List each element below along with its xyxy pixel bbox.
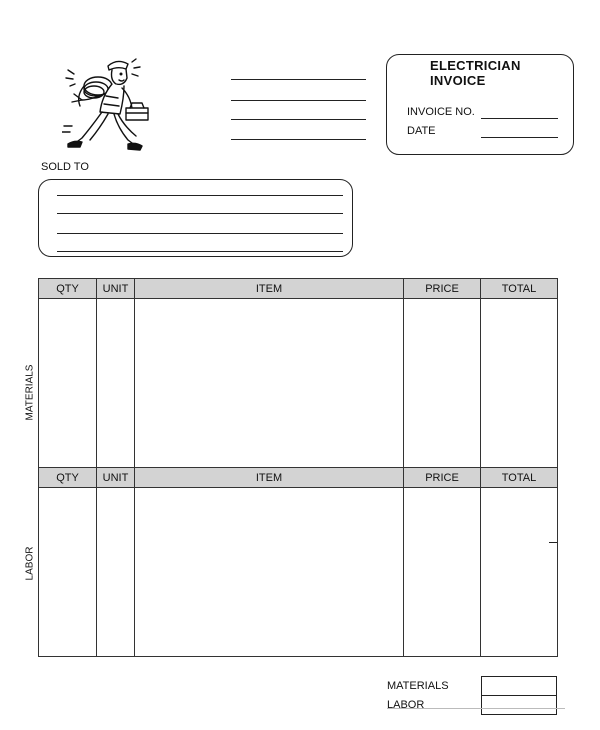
header-line-4	[231, 139, 366, 140]
labor-unit-cell[interactable]	[97, 488, 135, 657]
labor-col-item: ITEM	[135, 468, 404, 488]
electrician-illustration	[62, 56, 157, 154]
materials-col-unit: UNIT	[97, 279, 135, 299]
labor-col-total: TOTAL	[481, 468, 558, 488]
materials-price-cell[interactable]	[404, 299, 481, 467]
materials-col-item: ITEM	[135, 279, 404, 299]
date-label: DATE	[407, 125, 436, 137]
materials-body-row	[39, 299, 558, 467]
labor-qty-cell[interactable]	[39, 488, 97, 657]
invoice-no-field[interactable]	[481, 118, 558, 119]
labor-item-cell[interactable]	[135, 488, 404, 657]
materials-total-cell[interactable]	[481, 299, 558, 467]
invoice-title-line1: ELECTRICIAN	[430, 58, 521, 73]
labor-side-label: LABOR	[24, 546, 36, 581]
summary-labor-label: LABOR	[387, 699, 425, 711]
header-line-3	[231, 119, 366, 120]
sold-to-line-3[interactable]	[57, 233, 343, 234]
invoice-title	[430, 58, 521, 88]
labor-total-tick	[549, 542, 557, 543]
invoice-no-label: INVOICE NO.	[407, 106, 475, 118]
labor-col-price: PRICE	[404, 468, 481, 488]
labor-col-unit: UNIT	[97, 468, 135, 488]
materials-item-cell[interactable]	[135, 299, 404, 467]
materials-qty-cell[interactable]	[39, 299, 97, 467]
materials-col-qty: QTY	[39, 279, 97, 299]
labor-col-qty: QTY	[39, 468, 97, 488]
summary-labor-box[interactable]	[481, 695, 557, 715]
sold-to-line-4[interactable]	[57, 251, 343, 252]
materials-unit-cell[interactable]	[97, 299, 135, 467]
summary-materials-label: MATERIALS	[387, 680, 449, 692]
sold-to-label: SOLD TO	[41, 161, 89, 173]
materials-col-price: PRICE	[404, 279, 481, 299]
sold-to-line-1[interactable]	[57, 195, 343, 196]
materials-col-total: TOTAL	[481, 279, 558, 299]
invoice-title-line2: INVOICE	[430, 73, 486, 88]
header-line-1	[231, 79, 366, 80]
summary-materials-box[interactable]	[481, 676, 557, 696]
materials-side-label: MATERIALS	[24, 364, 36, 421]
labor-table	[38, 467, 558, 657]
header-line-2	[231, 100, 366, 101]
labor-price-cell[interactable]	[404, 488, 481, 657]
date-field[interactable]	[481, 137, 558, 138]
summary-underline	[387, 708, 565, 709]
sold-to-line-2[interactable]	[57, 213, 343, 214]
labor-total-cell[interactable]	[481, 488, 558, 657]
labor-body-row	[39, 488, 558, 657]
materials-table	[38, 278, 558, 467]
sold-to-box	[38, 179, 353, 257]
